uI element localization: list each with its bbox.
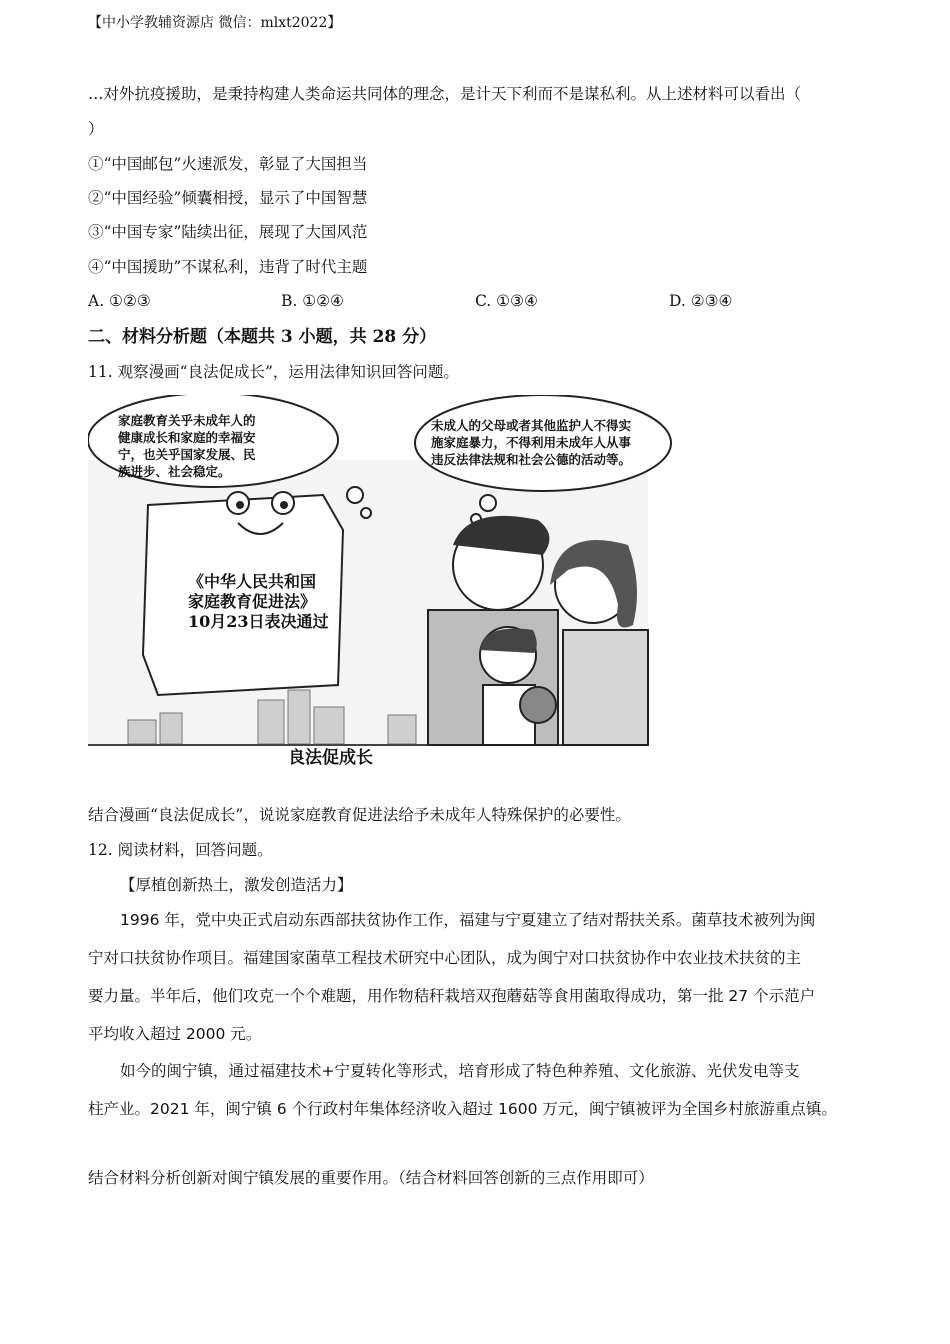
bubble-right-line: 违反法律法规和社会公德的活动等。 — [431, 452, 632, 467]
comic-illustration — [88, 395, 673, 775]
bubble-left-line: 健康成长和家庭的幸福安 — [118, 430, 256, 445]
document-title-line: 《中华人民共和国 — [188, 572, 317, 591]
bubble-right-line: 施家庭暴力，不得利用未成年人从事 — [431, 435, 632, 450]
q12-paragraph-line: 柱产业。2021 年，闽宁镇 6 个行政村年集体经济收入超过 1600 万元，闽宁镇被评为全国乡村旅游重点镇。 — [88, 1100, 837, 1118]
section-title: 二、材料分析题（本题共 3 小题，共 28 分） — [88, 327, 437, 347]
q10-option-c: C. ①③④ — [475, 292, 538, 310]
q11-question: 结合漫画“良法促成长”，说说家庭教育促进法给予未成年人特殊保护的必要性。 — [88, 806, 631, 824]
q10-option-a: A. ①②③ — [88, 292, 151, 310]
q12-paragraph-line: 要力量。半年后，他们攻克一个个难题，用作物秸秆栽培双孢蘑菇等食用菌取得成功，第一批 27 个示范户 — [88, 987, 816, 1005]
q10-item: ①“中国邮包”火速派发，彰显了大国担当 — [88, 155, 368, 173]
q12-material-title: 【厚植创新热土，激发创造活力】 — [120, 876, 353, 894]
q10-item: ④“中国援助”不谋私利，违背了时代主题 — [88, 258, 368, 276]
q10-option-d: D. ②③④ — [669, 292, 733, 310]
bubble-left-line: 族进步、社会稳定。 — [118, 464, 231, 479]
comic-caption: 良法促成长 — [288, 748, 373, 768]
q12-paragraph-line: 如今的闽宁镇，通过福建技术+宁夏转化等形式，培育形成了特色种养殖、文化旅游、光伏发电等支 — [120, 1062, 800, 1080]
q10-stem: …对外抗疫援助，是秉持构建人类命运共同体的理念，是计天下利而不是谋私利。从上述材料可以看出（ — [88, 85, 802, 103]
q12-paragraph-line: 1996 年，党中央正式启动东西部扶贫协作工作，福建与宁夏建立了结对帮扶关系。菌草技术被列为闽 — [120, 911, 816, 929]
bubble-left-line: 宁，也关乎国家发展、民 — [118, 447, 256, 462]
q10-item: ②“中国经验”倾囊相授，显示了中国智慧 — [88, 189, 368, 207]
q12-paragraph-line: 平均收入超过 2000 元。 — [88, 1025, 262, 1043]
document-title-line: 家庭教育促进法》 — [188, 592, 317, 611]
q12-question: 结合材料分析创新对闽宁镇发展的重要作用。（结合材料回答创新的三点作用即可） — [88, 1169, 654, 1187]
document-title-line: 10月23日表决通过 — [188, 612, 329, 631]
q10-option-b: B. ①②④ — [281, 292, 344, 310]
q12-stem: 12. 阅读材料，回答问题。 — [88, 841, 273, 859]
q12-paragraph-line: 宁对口扶贫协作项目。福建国家菌草工程技术研究中心团队，成为闽宁对口扶贫协作中农业技术扶贫的主 — [88, 949, 802, 967]
bubble-left-line: 家庭教育关乎未成年人的 — [118, 413, 256, 428]
q10-stem-end: ） — [88, 120, 104, 138]
page-header: 【中小学教辅资源店 微信：mlxt2022】 — [88, 15, 342, 31]
bubble-right-line: 未成人的父母或者其他监护人不得实 — [431, 418, 632, 433]
q10-item: ③“中国专家”陆续出征，展现了大国风范 — [88, 223, 368, 241]
q11-stem: 11. 观察漫画“良法促成长”，运用法律知识回答问题。 — [88, 363, 459, 381]
